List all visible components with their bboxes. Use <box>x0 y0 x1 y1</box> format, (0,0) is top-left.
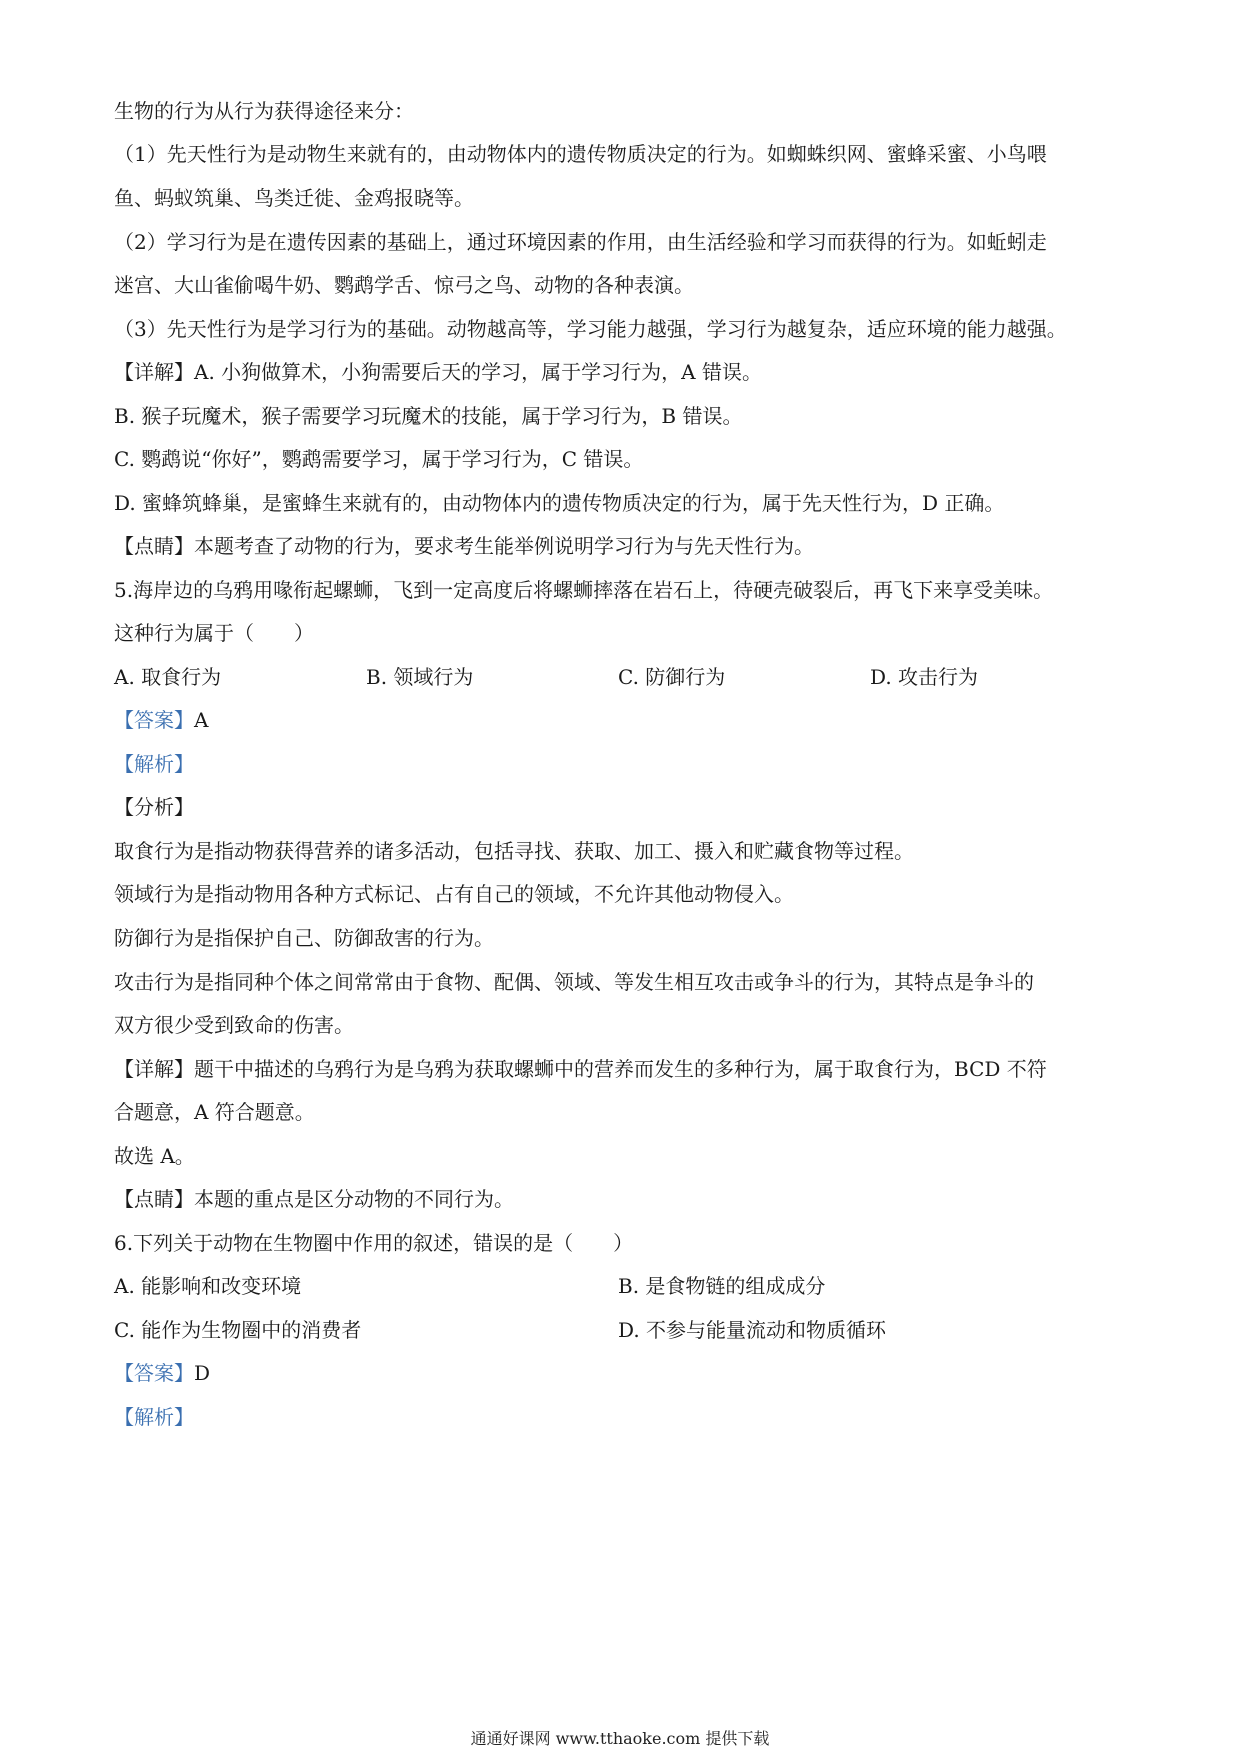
text-line: 领域行为是指动物用各种方式标记、占有自己的领域，不允许其他动物侵入。 <box>114 882 794 906</box>
q5-option-c: C. 防御行为 <box>618 665 726 689</box>
text-line: 迷宫、大山雀偷喝牛奶、鹦鹉学舌、惊弓之鸟、动物的各种表演。 <box>114 273 694 297</box>
text-line: （2）学习行为是在遗传因素的基础上，通过环境因素的作用，由生活经验和学习而获得的行为。如蚯蚓走 <box>114 230 1047 254</box>
answer-label: 【答案】 <box>114 708 194 732</box>
text-line: B. 猴子玩魔术，猴子需要学习玩魔术的技能，属于学习行为，B 错误。 <box>114 404 743 428</box>
answer-value: A <box>194 708 209 732</box>
q6-option-c: C. 能作为生物圈中的消费者 <box>114 1318 362 1342</box>
text-line: 生物的行为从行为获得途径来分： <box>114 99 414 123</box>
text-line: 故选 A。 <box>114 1144 195 1168</box>
text-line: 双方很少受到致命的伤害。 <box>114 1013 354 1037</box>
text-line: （3）先天性行为是学习行为的基础。动物越高等，学习能力越强，学习行为越复杂，适应环境的能力越强。 <box>114 317 1067 341</box>
analysis-label: 【解析】 <box>114 752 194 776</box>
text-line: C. 鹦鹉说“你好”，鹦鹉需要学习，属于学习行为，C 错误。 <box>114 447 644 471</box>
answer-line <box>114 1359 1134 1387</box>
text-line: 防御行为是指保护自己、防御敌害的行为。 <box>114 926 494 950</box>
text-line: 【点睛】本题考查了动物的行为，要求考生能举例说明学习行为与先天性行为。 <box>114 534 814 558</box>
text-line: 攻击行为是指同种个体之间常常由于食物、配偶、领域、等发生相互攻击或争斗的行为，其特点是争斗的 <box>114 970 1034 994</box>
text-line: 取食行为是指动物获得营养的诸多活动，包括寻找、获取、加工、摄入和贮藏食物等过程。 <box>114 839 914 863</box>
text-line: D. 蜜蜂筑蜂巢，是蜜蜂生来就有的，由动物体内的遗传物质决定的行为，属于先天性行为，D 正确。 <box>114 491 1005 515</box>
text-line: （1）先天性行为是动物生来就有的，由动物体内的遗传物质决定的行为。如蜘蛛织网、蜜蜂采蜜、小鸟喂 <box>114 142 1047 166</box>
answer-value: D <box>194 1361 211 1385</box>
question-6-stem: 6.下列关于动物在生物圈中作用的叙述，错误的是（ ） <box>114 1231 634 1255</box>
text-line: 【点睛】本题的重点是区分动物的不同行为。 <box>114 1187 514 1211</box>
question-5-stem: 5.海岸边的乌鸦用喙衔起螺蛳，飞到一定高度后将螺蛳摔落在岩石上，待硬壳破裂后，再飞下来享受美味。 <box>114 578 1054 602</box>
page-footer: 通通好课网 www.tthaoke.com 提供下载 <box>470 1729 770 1748</box>
q5-option-a: A. 取食行为 <box>114 665 222 689</box>
fenxi-label: 【分析】 <box>114 795 194 819</box>
answer-label: 【答案】 <box>114 1361 194 1385</box>
q6-option-b: B. 是食物链的组成成分 <box>618 1274 826 1298</box>
q5-option-d: D. 攻击行为 <box>870 665 979 689</box>
answer-line <box>114 706 1134 734</box>
text-line: 【详解】A. 小狗做算术，小狗需要后天的学习，属于学习行为，A 错误。 <box>114 360 762 384</box>
text-line: 【详解】题干中描述的乌鸦行为是乌鸦为获取螺蛳中的营养而发生的多种行为，属于取食行为，BCD 不符 <box>114 1057 1047 1081</box>
q6-option-a: A. 能影响和改变环境 <box>114 1274 302 1298</box>
question-5-stem-cont: 这种行为属于（ ） <box>114 621 314 645</box>
text-line: 鱼、蚂蚁筑巢、鸟类迁徙、金鸡报晓等。 <box>114 186 474 210</box>
q6-option-d: D. 不参与能量流动和物质循环 <box>618 1318 887 1342</box>
analysis-label: 【解析】 <box>114 1405 194 1429</box>
q5-option-b: B. 领域行为 <box>366 665 474 689</box>
text-line: 合题意，A 符合题意。 <box>114 1100 315 1124</box>
